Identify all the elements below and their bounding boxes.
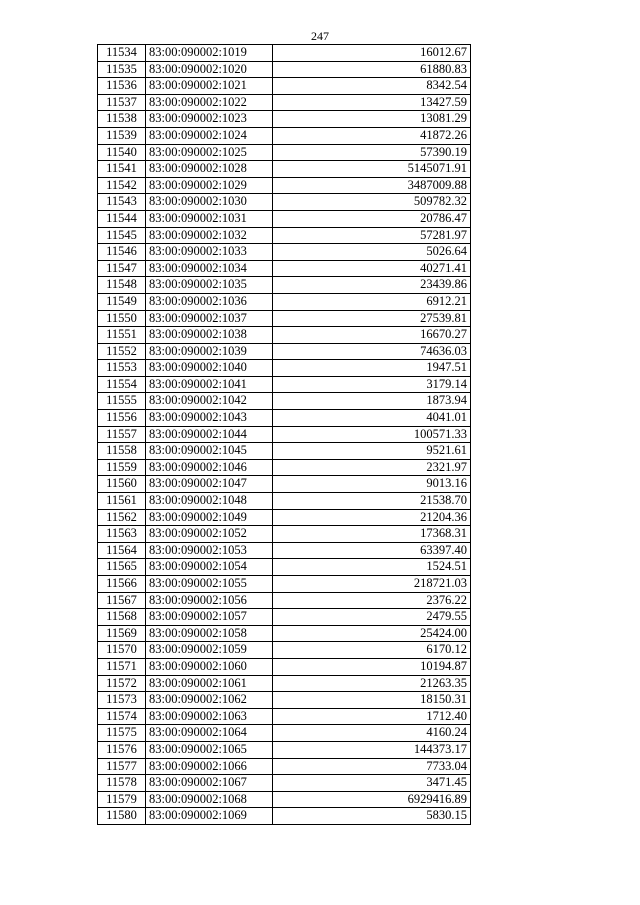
cadastral-number-cell: 83:00:090002:1039 bbox=[146, 343, 273, 360]
cadastral-value-table bbox=[97, 44, 471, 825]
value-cell: 8342.54 bbox=[273, 78, 471, 95]
row-number-cell: 11567 bbox=[98, 592, 146, 609]
value-cell: 23439.86 bbox=[273, 277, 471, 294]
cadastral-number-cell: 83:00:090002:1060 bbox=[146, 658, 273, 675]
table-row bbox=[98, 592, 471, 609]
value-cell: 21204.36 bbox=[273, 509, 471, 526]
row-number-cell: 11538 bbox=[98, 111, 146, 128]
cadastral-number-cell: 83:00:090002:1049 bbox=[146, 509, 273, 526]
row-number-cell: 11572 bbox=[98, 675, 146, 692]
table-row bbox=[98, 343, 471, 360]
cadastral-number-cell: 83:00:090002:1030 bbox=[146, 194, 273, 211]
row-number-cell: 11580 bbox=[98, 808, 146, 825]
row-number-cell: 11536 bbox=[98, 78, 146, 95]
row-number-cell: 11557 bbox=[98, 426, 146, 443]
row-number-cell: 11562 bbox=[98, 509, 146, 526]
table-row bbox=[98, 559, 471, 576]
row-number-cell: 11555 bbox=[98, 393, 146, 410]
cadastral-number-cell: 83:00:090002:1035 bbox=[146, 277, 273, 294]
table-row bbox=[98, 443, 471, 460]
value-cell: 5026.64 bbox=[273, 244, 471, 261]
value-cell: 7733.04 bbox=[273, 758, 471, 775]
value-cell: 1947.51 bbox=[273, 360, 471, 377]
value-cell: 2376.22 bbox=[273, 592, 471, 609]
value-cell: 4041.01 bbox=[273, 410, 471, 427]
table-row bbox=[98, 526, 471, 543]
cadastral-number-cell: 83:00:090002:1034 bbox=[146, 260, 273, 277]
value-cell: 18150.31 bbox=[273, 692, 471, 709]
row-number-cell: 11576 bbox=[98, 741, 146, 758]
value-cell: 3179.14 bbox=[273, 376, 471, 393]
cadastral-number-cell: 83:00:090002:1042 bbox=[146, 393, 273, 410]
row-number-cell: 11535 bbox=[98, 61, 146, 78]
row-number-cell: 11540 bbox=[98, 144, 146, 161]
row-number-cell: 11546 bbox=[98, 244, 146, 261]
value-cell: 144373.17 bbox=[273, 741, 471, 758]
table-row bbox=[98, 708, 471, 725]
cadastral-number-cell: 83:00:090002:1058 bbox=[146, 625, 273, 642]
cadastral-number-cell: 83:00:090002:1019 bbox=[146, 45, 273, 62]
table-row bbox=[98, 161, 471, 178]
cadastral-number-cell: 83:00:090002:1023 bbox=[146, 111, 273, 128]
row-number-cell: 11560 bbox=[98, 476, 146, 493]
value-cell: 6170.12 bbox=[273, 642, 471, 659]
table-row bbox=[98, 692, 471, 709]
table-row bbox=[98, 376, 471, 393]
row-number-cell: 11563 bbox=[98, 526, 146, 543]
value-cell: 63397.40 bbox=[273, 542, 471, 559]
cadastral-number-cell: 83:00:090002:1064 bbox=[146, 725, 273, 742]
table-row bbox=[98, 78, 471, 95]
table-row bbox=[98, 194, 471, 211]
value-cell: 4160.24 bbox=[273, 725, 471, 742]
table-row bbox=[98, 94, 471, 111]
value-cell: 20786.47 bbox=[273, 210, 471, 227]
value-cell: 1712.40 bbox=[273, 708, 471, 725]
cadastral-number-cell: 83:00:090002:1052 bbox=[146, 526, 273, 543]
row-number-cell: 11570 bbox=[98, 642, 146, 659]
table-row bbox=[98, 410, 471, 427]
row-number-cell: 11577 bbox=[98, 758, 146, 775]
row-number-cell: 11578 bbox=[98, 775, 146, 792]
table-row bbox=[98, 758, 471, 775]
value-cell: 21538.70 bbox=[273, 493, 471, 510]
value-cell: 40271.41 bbox=[273, 260, 471, 277]
row-number-cell: 11574 bbox=[98, 708, 146, 725]
value-cell: 5145071.91 bbox=[273, 161, 471, 178]
cadastral-number-cell: 83:00:090002:1028 bbox=[146, 161, 273, 178]
value-cell: 16670.27 bbox=[273, 327, 471, 344]
table-row bbox=[98, 675, 471, 692]
cadastral-number-cell: 83:00:090002:1063 bbox=[146, 708, 273, 725]
cadastral-number-cell: 83:00:090002:1057 bbox=[146, 609, 273, 626]
row-number-cell: 11542 bbox=[98, 177, 146, 194]
table-row bbox=[98, 658, 471, 675]
cadastral-number-cell: 83:00:090002:1062 bbox=[146, 692, 273, 709]
table-row bbox=[98, 393, 471, 410]
table-row bbox=[98, 327, 471, 344]
value-cell: 61880.83 bbox=[273, 61, 471, 78]
row-number-cell: 11553 bbox=[98, 360, 146, 377]
cadastral-number-cell: 83:00:090002:1059 bbox=[146, 642, 273, 659]
cadastral-number-cell: 83:00:090002:1048 bbox=[146, 493, 273, 510]
table-row bbox=[98, 127, 471, 144]
value-cell: 9013.16 bbox=[273, 476, 471, 493]
table-row bbox=[98, 509, 471, 526]
cadastral-number-cell: 83:00:090002:1068 bbox=[146, 791, 273, 808]
table-row bbox=[98, 144, 471, 161]
table-row bbox=[98, 293, 471, 310]
value-cell: 57281.97 bbox=[273, 227, 471, 244]
table-row bbox=[98, 625, 471, 642]
value-cell: 13427.59 bbox=[273, 94, 471, 111]
value-cell: 13081.29 bbox=[273, 111, 471, 128]
row-number-cell: 11554 bbox=[98, 376, 146, 393]
table-row bbox=[98, 741, 471, 758]
table-row bbox=[98, 244, 471, 261]
row-number-cell: 11571 bbox=[98, 658, 146, 675]
cadastral-number-cell: 83:00:090002:1029 bbox=[146, 177, 273, 194]
table-row bbox=[98, 277, 471, 294]
row-number-cell: 11558 bbox=[98, 443, 146, 460]
row-number-cell: 11565 bbox=[98, 559, 146, 576]
cadastral-number-cell: 83:00:090002:1061 bbox=[146, 675, 273, 692]
row-number-cell: 11556 bbox=[98, 410, 146, 427]
cadastral-number-cell: 83:00:090002:1038 bbox=[146, 327, 273, 344]
table-row bbox=[98, 360, 471, 377]
cadastral-number-cell: 83:00:090002:1046 bbox=[146, 459, 273, 476]
row-number-cell: 11569 bbox=[98, 625, 146, 642]
value-cell: 2321.97 bbox=[273, 459, 471, 476]
cadastral-number-cell: 83:00:090002:1024 bbox=[146, 127, 273, 144]
value-cell: 1873.94 bbox=[273, 393, 471, 410]
value-cell: 10194.87 bbox=[273, 658, 471, 675]
row-number-cell: 11566 bbox=[98, 576, 146, 593]
table-row bbox=[98, 493, 471, 510]
row-number-cell: 11548 bbox=[98, 277, 146, 294]
cadastral-number-cell: 83:00:090002:1041 bbox=[146, 376, 273, 393]
value-cell: 100571.33 bbox=[273, 426, 471, 443]
cadastral-number-cell: 83:00:090002:1020 bbox=[146, 61, 273, 78]
cadastral-number-cell: 83:00:090002:1021 bbox=[146, 78, 273, 95]
row-number-cell: 11541 bbox=[98, 161, 146, 178]
value-cell: 6929416.89 bbox=[273, 791, 471, 808]
row-number-cell: 11534 bbox=[98, 45, 146, 62]
table-row bbox=[98, 808, 471, 825]
cadastral-number-cell: 83:00:090002:1065 bbox=[146, 741, 273, 758]
cadastral-number-cell: 83:00:090002:1040 bbox=[146, 360, 273, 377]
cadastral-number-cell: 83:00:090002:1045 bbox=[146, 443, 273, 460]
cadastral-number-cell: 83:00:090002:1033 bbox=[146, 244, 273, 261]
row-number-cell: 11579 bbox=[98, 791, 146, 808]
table-row bbox=[98, 227, 471, 244]
row-number-cell: 11573 bbox=[98, 692, 146, 709]
value-cell: 41872.26 bbox=[273, 127, 471, 144]
table-row bbox=[98, 177, 471, 194]
value-cell: 5830.15 bbox=[273, 808, 471, 825]
table-row bbox=[98, 642, 471, 659]
row-number-cell: 11550 bbox=[98, 310, 146, 327]
cadastral-number-cell: 83:00:090002:1047 bbox=[146, 476, 273, 493]
value-cell: 21263.35 bbox=[273, 675, 471, 692]
table-row bbox=[98, 775, 471, 792]
table-row bbox=[98, 725, 471, 742]
table-row bbox=[98, 310, 471, 327]
page-number: 247 bbox=[311, 29, 329, 43]
table-row bbox=[98, 260, 471, 277]
value-cell: 57390.19 bbox=[273, 144, 471, 161]
row-number-cell: 11547 bbox=[98, 260, 146, 277]
row-number-cell: 11559 bbox=[98, 459, 146, 476]
cadastral-number-cell: 83:00:090002:1044 bbox=[146, 426, 273, 443]
row-number-cell: 11537 bbox=[98, 94, 146, 111]
cadastral-number-cell: 83:00:090002:1022 bbox=[146, 94, 273, 111]
row-number-cell: 11539 bbox=[98, 127, 146, 144]
value-cell: 1524.51 bbox=[273, 559, 471, 576]
table-row bbox=[98, 459, 471, 476]
row-number-cell: 11561 bbox=[98, 493, 146, 510]
cadastral-number-cell: 83:00:090002:1025 bbox=[146, 144, 273, 161]
row-number-cell: 11549 bbox=[98, 293, 146, 310]
value-cell: 509782.32 bbox=[273, 194, 471, 211]
cadastral-number-cell: 83:00:090002:1056 bbox=[146, 592, 273, 609]
table-row bbox=[98, 576, 471, 593]
cadastral-number-cell: 83:00:090002:1066 bbox=[146, 758, 273, 775]
value-cell: 3471.45 bbox=[273, 775, 471, 792]
row-number-cell: 11545 bbox=[98, 227, 146, 244]
table-row bbox=[98, 791, 471, 808]
value-cell: 2479.55 bbox=[273, 609, 471, 626]
row-number-cell: 11568 bbox=[98, 609, 146, 626]
cadastral-number-cell: 83:00:090002:1032 bbox=[146, 227, 273, 244]
row-number-cell: 11551 bbox=[98, 327, 146, 344]
table-row bbox=[98, 210, 471, 227]
table-row bbox=[98, 111, 471, 128]
value-cell: 3487009.88 bbox=[273, 177, 471, 194]
cadastral-number-cell: 83:00:090002:1067 bbox=[146, 775, 273, 792]
table-row bbox=[98, 476, 471, 493]
cadastral-number-cell: 83:00:090002:1053 bbox=[146, 542, 273, 559]
table-row bbox=[98, 61, 471, 78]
row-number-cell: 11552 bbox=[98, 343, 146, 360]
value-cell: 16012.67 bbox=[273, 45, 471, 62]
cadastral-number-cell: 83:00:090002:1037 bbox=[146, 310, 273, 327]
table-body bbox=[98, 45, 471, 825]
cadastral-number-cell: 83:00:090002:1069 bbox=[146, 808, 273, 825]
cadastral-number-cell: 83:00:090002:1036 bbox=[146, 293, 273, 310]
value-cell: 17368.31 bbox=[273, 526, 471, 543]
value-cell: 74636.03 bbox=[273, 343, 471, 360]
row-number-cell: 11564 bbox=[98, 542, 146, 559]
row-number-cell: 11544 bbox=[98, 210, 146, 227]
value-cell: 6912.21 bbox=[273, 293, 471, 310]
value-cell: 25424.00 bbox=[273, 625, 471, 642]
cadastral-number-cell: 83:00:090002:1054 bbox=[146, 559, 273, 576]
value-cell: 9521.61 bbox=[273, 443, 471, 460]
table-row bbox=[98, 609, 471, 626]
cadastral-number-cell: 83:00:090002:1043 bbox=[146, 410, 273, 427]
value-cell: 27539.81 bbox=[273, 310, 471, 327]
table-row bbox=[98, 45, 471, 62]
row-number-cell: 11543 bbox=[98, 194, 146, 211]
cadastral-number-cell: 83:00:090002:1055 bbox=[146, 576, 273, 593]
row-number-cell: 11575 bbox=[98, 725, 146, 742]
cadastral-number-cell: 83:00:090002:1031 bbox=[146, 210, 273, 227]
table-row bbox=[98, 426, 471, 443]
table-row bbox=[98, 542, 471, 559]
value-cell: 218721.03 bbox=[273, 576, 471, 593]
